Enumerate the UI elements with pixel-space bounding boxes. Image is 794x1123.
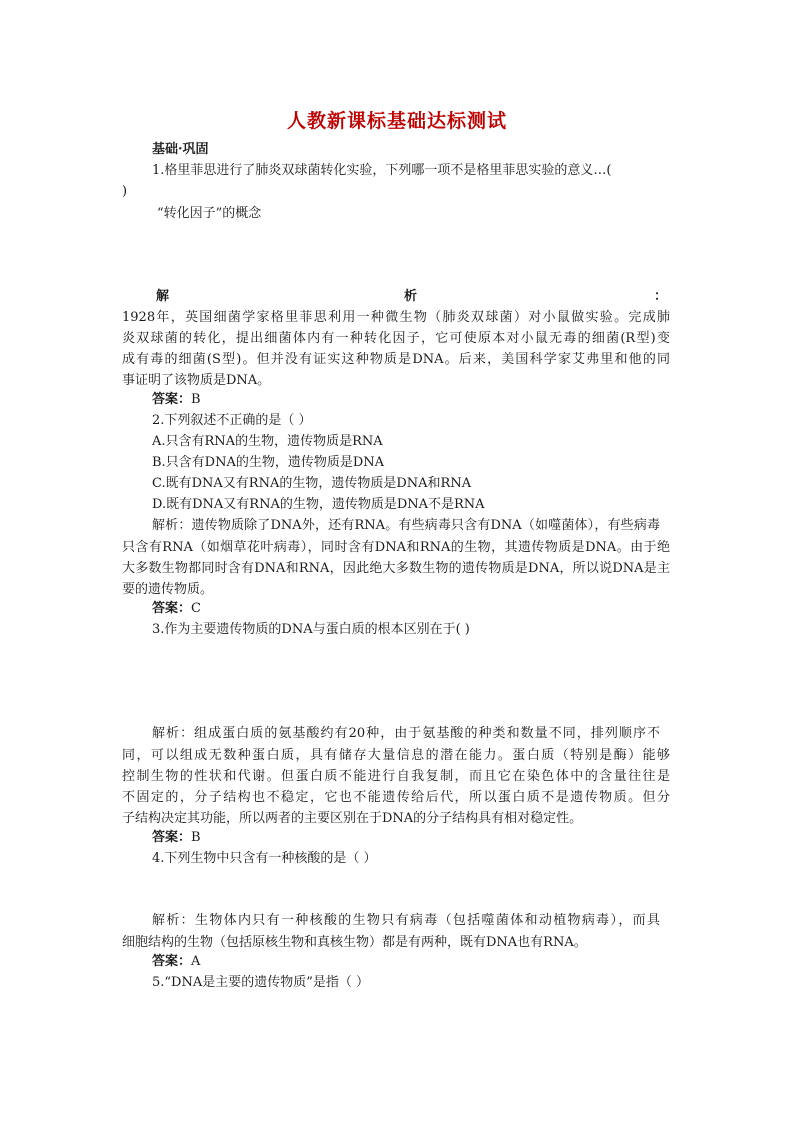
q1-analysis-line2: 炎双球菌的转化，提出细菌体内有一种转化因子，它可使原本对小鼠无毒的细菌(R型)变	[122, 331, 670, 346]
q1-analysis-label-c: ：	[654, 289, 668, 304]
q1-analysis-label-a: 解	[156, 289, 170, 304]
q2-analysis-line2: 只含有RNA（如烟草花叶病毒），同时含有DNA和RNA的生物，其遗传物质是DNA。由于绝	[122, 540, 670, 555]
q1-stem-line2: )	[122, 184, 128, 199]
q1-answer-value: B	[191, 392, 201, 407]
q4-analysis-line1: 解析：生物体内只有一种核酸的生物只有病毒（包括噬菌体和动植物病毒），而具	[152, 913, 660, 928]
q1-analysis-line3: 成有毒的细菌(S型)。但并没有证实这种物质是DNA。后来，美国科学家艾弗里和他的同	[122, 352, 670, 367]
q4-answer	[152, 952, 200, 972]
q3-answer	[152, 828, 201, 848]
q2-option-c: C.既有DNA又有RNA的生物，遗传物质是DNA和RNA	[152, 476, 472, 491]
q3-analysis-line5: 子结构决定其功能，所以两者的主要区别在于DNA的分子结构具有相对稳定性。	[122, 811, 583, 826]
q2-option-b: B.只含有DNA的生物，遗传物质是DNA	[152, 455, 385, 470]
q2-analysis-line3: 大多数生物都同时含有DNA和RNA，因此绝大多数生物的遗传物质是DNA，所以说DNA是主	[122, 561, 670, 576]
q4-analysis-line2: 细胞结构的生物（包括原核生物和真核生物）都是有两种，既有DNA也有RNA。	[122, 935, 587, 950]
q1-option-fragment: “转化因子”的概念	[157, 206, 262, 221]
q1-analysis-label-b: 析	[404, 289, 418, 304]
section-heading: 基础·巩固	[152, 142, 209, 157]
q3-analysis-line1: 解析：组成蛋白质的氨基酸约有20种，由于氨基酸的种类和数量不同，排列顺序不	[152, 726, 660, 741]
q2-stem: 2.下列叙述不正确的是（ ）	[152, 413, 312, 428]
q3-answer-label: 答案：	[152, 830, 192, 845]
q3-stem: 3.作为主要遗传物质的DNA与蛋白质的根本区别在于( )	[152, 622, 470, 637]
q3-analysis-line2: 同，可以组成无数种蛋白质，具有储存大量信息的潜在能力。蛋白质（特别是酶）能够	[122, 748, 670, 763]
q3-answer-value: B	[191, 830, 201, 845]
q1-answer-label: 答案：	[152, 392, 192, 407]
q1-stem-line1: 1.格里菲思进行了肺炎双球菌转化实验，下列哪一项不是格里菲思实验的意义…(	[152, 163, 612, 178]
q1-analysis-line4: 事证明了该物质是DNA。	[122, 373, 271, 388]
q2-option-d: D.既有DNA又有RNA的生物，遗传物质是DNA不是RNA	[152, 497, 485, 512]
q5-stem: 5.“DNA是主要的遗传物质”是指（ ）	[152, 975, 370, 990]
q2-answer-label: 答案：	[152, 601, 192, 616]
q2-answer	[152, 599, 201, 619]
q2-option-a: A.只含有RNA的生物，遗传物质是RNA	[152, 434, 383, 449]
q2-analysis-line4: 要的遗传物质。	[122, 582, 214, 597]
q4-stem: 4.下列生物中只含有一种核酸的是（ ）	[152, 851, 377, 866]
q1-answer	[152, 390, 201, 410]
q3-analysis-line3: 控制生物的性状和代谢。但蛋白质不能进行自我复制，而且它在染色体中的含量往往是	[122, 769, 670, 784]
q3-analysis-line4: 不固定的，分子结构也不稳定，它也不能遗传给后代，所以蛋白质不是遗传物质。但分	[122, 790, 670, 805]
q4-answer-value: A	[191, 954, 201, 969]
q2-analysis-line1: 解析：遗传物质除了DNA外，还有RNA。有些病毒只含有DNA（如噬菌体），有些病毒	[152, 518, 660, 533]
q4-answer-label: 答案：	[152, 954, 192, 969]
document-title: 人教新课标基础达标测试	[286, 110, 507, 132]
q2-answer-value: C	[191, 601, 201, 616]
q1-analysis-line1: 1928年，英国细菌学家格里菲思利用一种微生物（肺炎双球菌）对小鼠做实验。完成肺	[122, 310, 670, 325]
